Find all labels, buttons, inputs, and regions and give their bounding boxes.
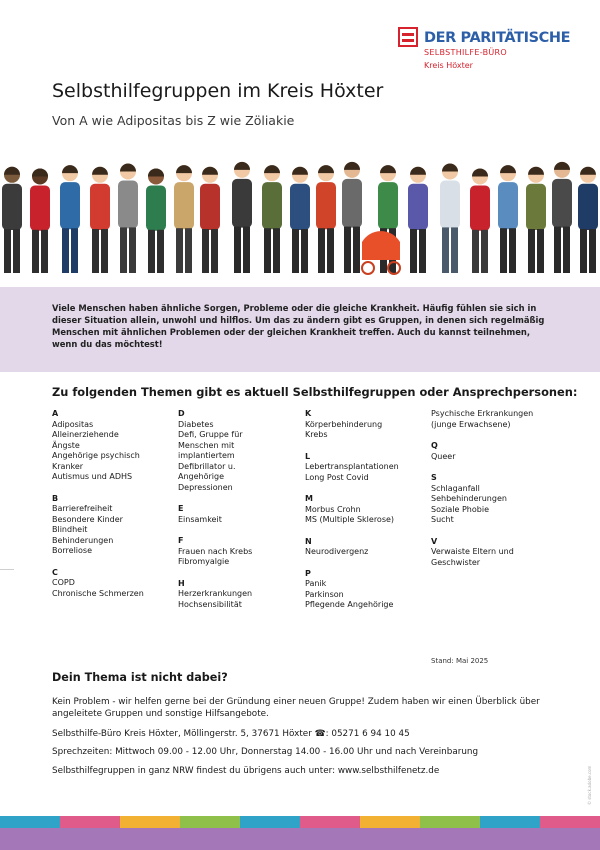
address-text: Selbsthilfe-Büro Kreis Höxter, Möllingerstr. 5, 37671 Höxter ☎: 05271 6 94 10 45 (52, 729, 410, 739)
topic-item: Angehörige (178, 472, 225, 481)
topic-item: Long Post Covid (305, 472, 369, 482)
stripe-segment (360, 816, 420, 828)
stripe-segment (480, 816, 540, 828)
topic-item: Defibrillator u. (178, 461, 236, 471)
topics-column-4 (431, 409, 533, 579)
topic-letter: E (178, 504, 184, 513)
topic-item: Alleinerziehende (52, 430, 119, 439)
topic-group (305, 452, 399, 484)
topic-group (52, 494, 144, 557)
topic-group (178, 579, 252, 611)
stripe-segment (420, 816, 480, 828)
nrw-link-text: Selbsthilfegruppen in ganz NRW findest du übrigens auch unter: www.selbsthilfenetz.de (52, 766, 440, 776)
person-figure (526, 167, 546, 273)
topic-letter: P (305, 568, 311, 578)
stand-date: Stand: Mai 2025 (431, 657, 489, 665)
person-figure (440, 164, 460, 273)
topic-group (178, 409, 252, 493)
topic-group (178, 536, 252, 568)
topic-item: Borreliose (52, 546, 92, 555)
stripe-segment (120, 816, 180, 828)
people-illustration (0, 150, 600, 280)
topic-item: Barrierefreiheit (52, 504, 113, 513)
stripe-segment (180, 816, 240, 828)
stripe-segment (0, 816, 60, 828)
topic-item: MS (Multiple Sklerose) (305, 515, 395, 524)
topic-item: Morbus Crohn (305, 504, 361, 514)
topic-letter: M (305, 494, 313, 503)
topic-item: Depressionen (178, 482, 233, 492)
topic-item: Ängste (52, 440, 80, 450)
person-figure (262, 165, 282, 273)
topic-letter: F (178, 536, 184, 545)
intro-text: Viele Menschen haben ähnliche Sorgen, Probleme oder die gleiche Krankheit. Häufig fühlen sie sich in dieser Situation allein, unwohl und hilflos. Um das zu ändern gibt es Gruppen, in denen sich regelmäßig Menschen mit ähnlichen Problemen oder der gleichen Krankheit treffen. Auch du kannst teilnehmen, wenn du das möchtest! (52, 303, 545, 349)
person-figure (118, 164, 138, 273)
page-title: Selbsthilfegruppen im Kreis Höxter (52, 80, 384, 102)
topic-item: Panik (305, 579, 327, 588)
stripe-segment (60, 816, 120, 828)
topic-item: Kranker (52, 461, 84, 471)
person-figure (408, 167, 428, 273)
topic-item: Schlaganfall (431, 483, 480, 493)
topic-item: Herzerkrankungen (178, 589, 253, 598)
topic-item: Angehörige psychisch (52, 451, 140, 460)
topic-item: Frauen nach Krebs (178, 546, 253, 556)
bottom-bar (0, 828, 600, 850)
topics-heading: Zu folgenden Themen gibt es aktuell Selbsthilfegruppen oder Ansprechpersonen: (52, 385, 578, 399)
paritaetische-logo-icon (398, 27, 418, 47)
topic-letter: V (431, 536, 438, 546)
topic-item: Einsamkeit (178, 514, 222, 524)
person-figure (498, 165, 518, 273)
topic-letter: D (178, 409, 185, 418)
help-text: Kein Problem - wir helfen gerne bei der Gründung einer neuen Gruppe! Zudem haben wir einen Überblick über angeleitete Gruppen und sonstige Hilfsangebote. (52, 697, 540, 719)
fold-mark (0, 569, 14, 570)
topic-group (305, 409, 399, 441)
office-hours: Sprechzeiten: Mittwoch 09.00 - 12.00 Uhr, Donnerstag 14.00 - 16.00 Uhr und nach Vereinbarung (52, 747, 479, 757)
topic-item: Autismus und ADHS (52, 472, 133, 481)
topic-item: Besondere Kinder (52, 514, 123, 524)
topics-column-1 (52, 409, 144, 610)
topic-item: Blindheit (52, 525, 88, 534)
stripe-segment (540, 816, 600, 828)
topic-group (178, 504, 252, 525)
stripe-segment (240, 816, 300, 828)
topic-group (305, 569, 399, 611)
topic-item: Behinderungen (52, 535, 114, 545)
person-figure (232, 162, 252, 273)
topic-letter: B (52, 493, 59, 503)
topic-item: Adipositas (52, 419, 94, 429)
topic-item: Körperbehinderung (305, 419, 383, 429)
topic-group (431, 537, 533, 569)
topic-item: Sucht (431, 515, 454, 524)
topic-group (431, 441, 533, 462)
topic-item: Queer (431, 451, 456, 461)
person-figure (552, 162, 572, 273)
topic-group (52, 409, 144, 483)
page-subtitle: Von A wie Adipositas bis Z wie Zöliakie (52, 113, 295, 128)
intro-band (0, 287, 600, 372)
topic-item: Geschwister (431, 557, 481, 567)
logo-name: DER PARITÄTISCHE (424, 30, 571, 46)
topic-item: Pflegende Angehörige (305, 600, 394, 609)
person-figure (60, 165, 80, 273)
person-figure (200, 167, 220, 273)
topic-group (305, 494, 399, 526)
topic-letter: K (305, 409, 312, 418)
topic-item: Verwaiste Eltern und (431, 547, 514, 556)
topic-item: COPD (52, 578, 75, 587)
topics-column-3 (305, 409, 399, 622)
topic-letter: C (52, 567, 58, 577)
topic-item: implantiertem (178, 451, 235, 460)
person-figure (290, 167, 310, 273)
person-figure (30, 168, 50, 273)
topic-item: Sehbehinderungen (431, 494, 507, 503)
topic-letter: Q (431, 441, 438, 450)
person-figure (90, 167, 110, 273)
topic-letter: H (178, 578, 185, 588)
topic-group (431, 473, 533, 526)
topic-item: Diabetes (178, 419, 214, 429)
topic-item: Parkinson (305, 589, 344, 599)
person-figure (470, 168, 490, 273)
topic-item: Neurodivergenz (305, 547, 369, 556)
topic-item: Psychische Erkrankungen (431, 409, 534, 418)
person-figure (146, 168, 166, 273)
no-topic-heading: Dein Thema ist nicht dabei? (52, 671, 228, 684)
topic-item: Chronische Schmerzen (52, 588, 144, 598)
topic-item: Soziale Phobie (431, 504, 489, 514)
topic-group (52, 568, 144, 600)
person-figure (342, 162, 362, 273)
logo-region: Kreis Höxter (424, 61, 473, 70)
topic-group (305, 537, 399, 558)
topic-item: Hochsensibilität (178, 599, 242, 609)
topic-group (431, 409, 533, 430)
topic-letter: L (305, 451, 311, 461)
image-credit: © stock.adobe.com (587, 765, 592, 805)
person-figure (578, 167, 598, 273)
topic-item: Krebs (305, 430, 328, 439)
logo-subtitle: SELBSTHILFE-BÜRO (424, 48, 507, 57)
stripe-segment (300, 816, 360, 828)
topic-letter: A (52, 409, 59, 418)
topic-letter: S (431, 473, 437, 482)
paritaetische-logo (396, 24, 576, 76)
person-figure (316, 165, 336, 273)
topic-letter: N (305, 536, 312, 546)
topic-item: Lebertransplantationen (305, 462, 399, 471)
topic-item: (junge Erwachsene) (431, 419, 511, 429)
person-figure (2, 167, 22, 273)
topic-item: Fibromyalgie (178, 557, 230, 566)
color-stripe (0, 816, 600, 828)
topic-item: Defi, Gruppe für (178, 430, 243, 439)
topics-column-2 (178, 409, 252, 621)
person-figure (174, 165, 194, 273)
topic-item: Menschen mit (178, 440, 235, 450)
